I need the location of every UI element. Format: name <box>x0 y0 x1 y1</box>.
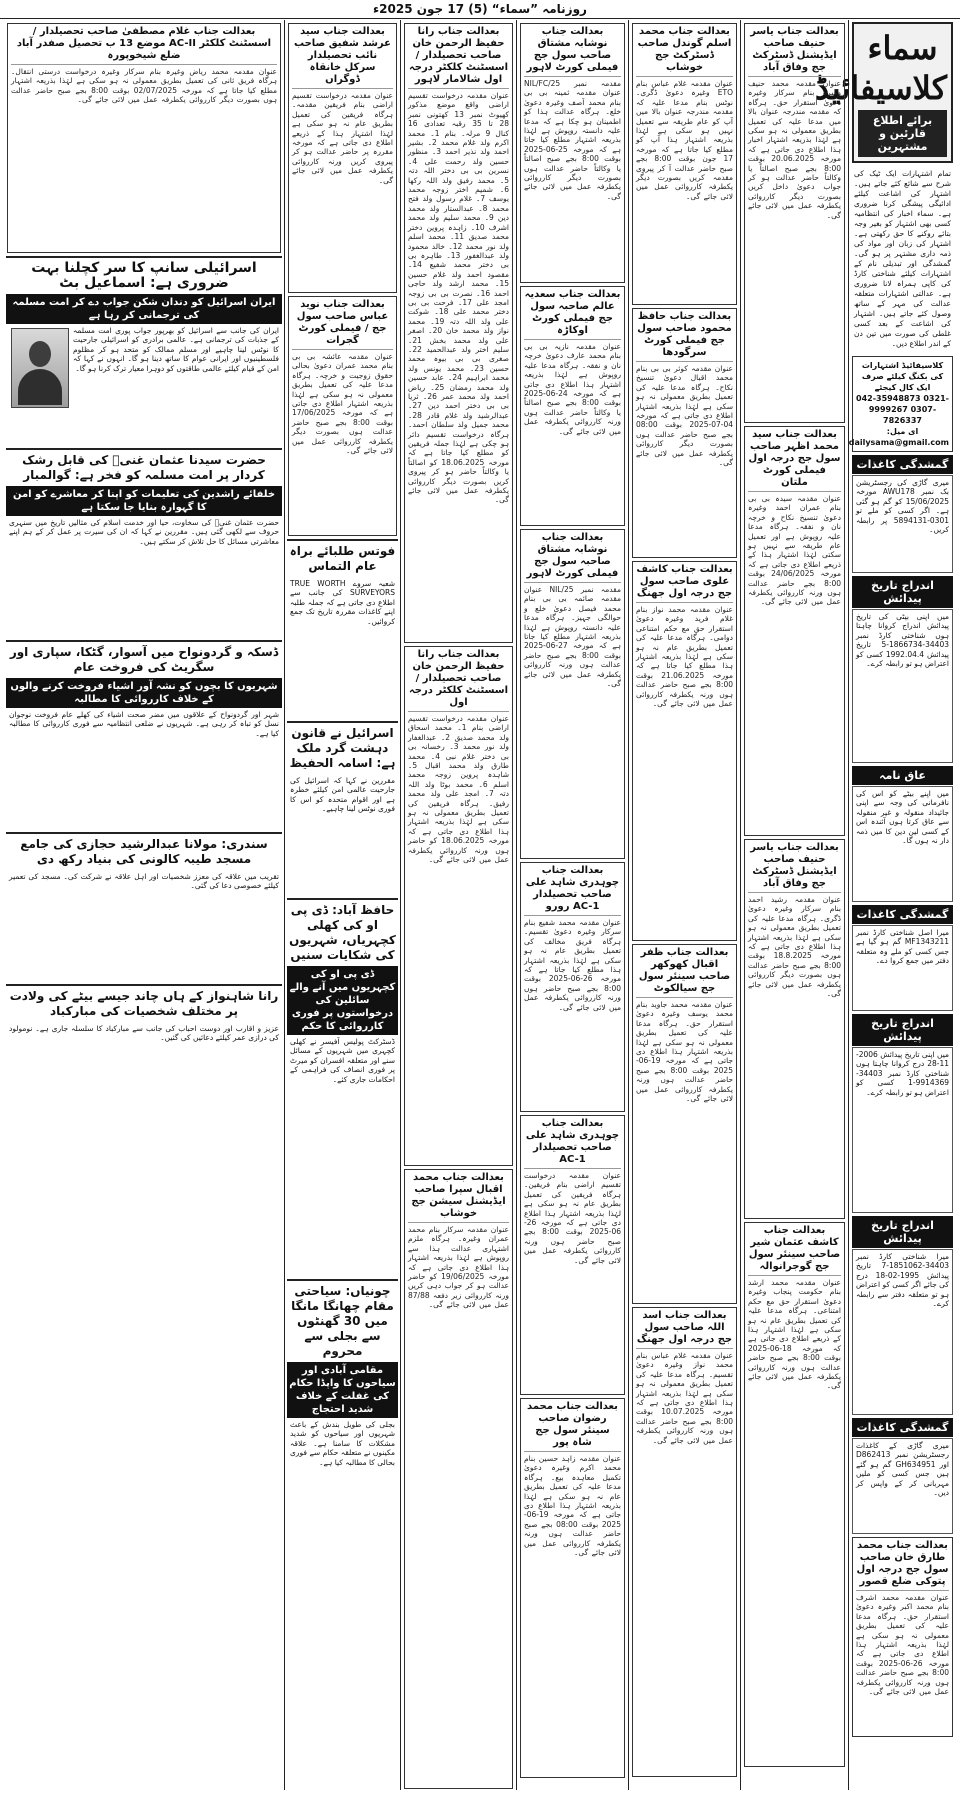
notice-body: عنوان مقدمہ محمد ریاض وغیرہ بنام سرکار وغیرہ درخواست درستی انتقال۔ ہرگاہ فریق ثانی کی تعمیل بطریق معمولی نہ ہو سکی ہے لہٰذا بذریعہ اشتہار مطلع کیا جاتا ہے کہ مورخہ 02/07/2025 بوقت 8:00 بجے صبح حاضر عدالت ہوں بصورت دیگر کارروائی یکطرفہ عمل میں لائی جائے گی۔ <box>11 67 277 105</box>
classified-title: سماء کلاسیفائیڈ <box>814 29 947 107</box>
small-ad: میری گاڑی کے کاغذات رجسٹریشن نمبر D862413 اور GH634951 گم ہو گئے ہیں جس کسی کو ملیں مہربانی کر کے واپس کر دیں۔ <box>852 1438 953 1534</box>
court-notice <box>404 23 513 643</box>
court-notice <box>744 23 845 423</box>
reporter-photo <box>11 328 69 408</box>
news-headline: حضرت سیدنا عثمان غنیؓ کی قابل رشک کردار پر امت مسلمہ کو فخر ہے: گوالمبار <box>6 448 282 486</box>
court-notice <box>632 23 737 305</box>
court-notice <box>744 839 845 1219</box>
small-ad: میں اپنی بیٹی کی تاریخ پیدائش اندراج کروانا چاہتا ہوں شناختی کارڈ نمبر 34403-1866734-5 تاریخ پیدائش 1992.04.4 کسی کو اعتراض ہو تو رابطہ کرے۔ <box>852 609 953 763</box>
classified-rules: تمام اشتہارات ایک ٹیک کی شرح سے شائع کئے جاتے ہیں۔ اشتہار کی اشاعت کیلئے ادائیگی پیشگی کرنا ضروری ہے۔ سماء اخبار کی انتظامیہ کسی بھی اشتہار کو بغیر وجہ بتائے روکنے کا حق رکھتی ہے۔ اشتہار کی زبان اور مواد کی ذمہ داری مشتہر پر ہو گی۔ گمشدگی اور تبدیلی نام کے اشتہارات کیلئے شناختی کارڈ کی کاپی ہمراہ لانا ضروری ہے۔ عدالتی اشتہارات متعلقہ عدالت کی مہر کے ساتھ وصول کئے جاتے ہیں۔ اشتہار کی اشاعت کے بعد کسی غلطی کی صورت میں تین دن کے اندر اطلاع دیں۔ <box>854 169 951 348</box>
news-body: ڈسٹرکٹ پولیس آفیسر نے کھلی کچہری میں شہریوں کے مسائل سنے اور متعلقہ افسران کو میرٹ پر فوری انصاف کی فراہمی کے احکامات جاری کئے۔ <box>290 1037 395 1084</box>
news-subheadline: ڈی پی او کی کچہریوں میں آنے والے سائلین کی درخواستوں پر فوری کارروائی کا حکم <box>287 966 398 1035</box>
notice-court: بعدالت جناب سعدیہ عالم صاحبہ سول جج فیملی کورٹ اوکاڑہ <box>524 289 621 340</box>
photo-head <box>29 341 51 367</box>
small-ad-heading: عاق نامہ <box>852 766 953 785</box>
notice-body: عنوان مقدمہ عائشہ بی بی بنام محمد عمران دعویٰ بحالی حقوق زوجیت و خرچہ۔ ہرگاہ مدعا علیہ کی تعمیل بطریق معمولی نہ ہو سکی ہے لہٰذا بذریعہ اشتہار اطلاع دی جاتی ہے کہ مورخہ 17/06/2025 بوقت 8:00 بجے صبح حاضر عدالت ہوں بصورت دیگر یکطرفہ کارروائی عمل میں لائی جائے گی۔ <box>292 352 393 456</box>
notice-body: عنوان مقدمہ درخواست تقسیم اراضی بنام فریقین مقدمہ۔ ہرگاہ فریقین کی تعمیل بطریق عام نہ ہو سکی ہے لہٰذا اشتہار ہذا کے ذریعے اطلاع دی جاتی ہے کہ مورخہ مقررہ پر حاضر عدالت ہو کر پیروی کریں ورنہ کارروائی یکطرفہ عمل میں لائی جائے گی۔ <box>292 91 393 185</box>
notice-body: عنوان مقدمہ محمد اشرف بنام محمد اکبر وغیرہ دعویٰ استقرار حق۔ ہرگاہ مدعا علیہ کی تعمیل بطریق معمولی نہ ہو سکی ہے لہٰذا بذریعہ اشتہار ہذا اطلاع دی جاتی ہے کہ مورخہ 26-06-2025 بوقت 8:00 بجے صبح حاضر عدالت ہوں ورنہ کارروائی یکطرفہ عمل میں لائی جائے گی۔ <box>856 1593 949 1697</box>
news-body: حضرت عثمان غنیؓ کی سخاوت، حیا اور خدمت اسلام کی مثالیں تاریخ میں سنہری حروف سے لکھی گئی ہیں۔ مقررین نے کہا کہ ان کی سیرت پر عمل کر کے ہم اپنے معاشرتی مسائل کا حل تلاش کر سکتے ہیں۔ <box>9 518 279 546</box>
newspaper-header: روزنامہ ”سماء“ (5) 17 جون 2025ء <box>0 0 960 19</box>
small-ad: میری گاڑی کی رجسٹریشن بک نمبر AWU178 مورخہ 15/06/2025 کو گم ہو گئی ہے۔ اگر کسی کو ملے تو 0301-5894131 پر رابطہ کریں۔ <box>852 475 953 573</box>
column-news <box>4 20 284 1790</box>
news-headline: چونیاں: سیاحتی مقام چھانگا مانگا میں 30 گھنٹوں سے بجلی سے محروم <box>287 1279 398 1362</box>
court-notice <box>744 426 845 836</box>
notice-court: بعدالت جناب حافظ محمود صاحب سول جج فیملی کورٹ سرگودھا <box>636 311 733 362</box>
notice-court: بعدالت جناب سید محمد اظہر صاحب سول جج درجہ اول فیملی کورٹ ملتان <box>748 429 841 492</box>
notice-body: عنوان مقدمہ درخواست تقسیم اراضی واقع موضع مذکور کھیوٹ نمبر 13 کھتونی نمبر 28 تا 35 رقبہ تعدادی 16 کنال 9 مرلہ۔ بنام 1۔ محمد اکرم ولد غلام محمد 2۔ بشیر احمد ولد نذیر احمد 3۔ منظور حسین ولد رحمت علی 4۔ نسرین بی بی دختر اللہ دتہ 5۔ محمد رفیق ولد اللہ رکھا 6۔ شمیم اختر زوجہ محمد یوسف 7۔ غلام رسول ولد فتح محمد 8۔ عبدالستار ولد محمد دین 9۔ محمد سلیم ولد محمد اشرف 10۔ زاہدہ پروین دختر محمد صدیق 11۔ محمد اسلم ولد نور محمد 12۔ خالد محمود ولد عبدالغفور 13۔ طاہرہ بی بی دختر محمد شفیع 14۔ مقصود احمد ولد غلام حسین 15۔ محمد ارشد ولد حاجی احمد 16۔ نصرت بی بی زوجہ امجد علی 17۔ فرحت بی بی دختر محمد علی 18۔ شوکت علی ولد اللہ دتہ 19۔ محمد نواز ولد محمد خان 20۔ اصغر علی ولد محمد بخش 21۔ سلیم اختر ولد عبدالحمید 22۔ صغری بی بی بیوہ محمد حسین 23۔ محمد یونس ولد محمد ابراہیم 24۔ عابد حسین ولد محمد رمضان 25۔ ریاض احمد ولد محمد عمر 26۔ ثریا بی بی دختر احمد دین 27۔ عبدالرشید ولد غلام قادر 28۔ محمد جمیل ولد سلطان احمد۔ ہرگاہ درخواست تقسیم دائر ہو چکی ہے لہٰذا جملہ فریقین کو مطلع کیا جاتا ہے کہ مورخہ 18.06.2025 کو اصالتاً یا وکالتاً حاضر ہو کر پیروی کریں بصورت دیگر کارروائی یکطرفہ عمل میں لائی جائے گی۔ <box>408 91 510 505</box>
court-notice <box>288 23 397 293</box>
news-body: شہر اور گردونواح کے علاقوں میں مضر صحت اشیاء کی کھلے عام فروخت نوجوان نسل کو تباہ کر رہی ہے۔ شہریوں نے ضلعی انتظامیہ سے فوری کارروائی کا مطالبہ کیا ہے۔ <box>9 710 279 738</box>
notice-body: عنوان مقدمہ زاہد حسین بنام محمد اکرم وغیرہ دعویٰ تکمیل معاہدہ بیع۔ ہرگاہ مدعا علیہ کی تعمیل بطریق عام نہ ہو سکی ہے لہٰذا بذریعہ اشتہار ہذا اطلاع دی جاتی ہے کہ مورخہ 19-06-2025 بوقت 08:00 بجے صبح حاضر عدالت ہوں ورنہ یکطرفہ کارروائی عمل میں لائی جائے گی۔ <box>524 1454 621 1558</box>
classified-page <box>4 20 956 1790</box>
notice-body: عنوان مقدمہ نازیہ بی بی بنام محمد عارف دعویٰ خرچہ نان و نفقہ۔ ہرگاہ مدعا علیہ روپوش ہے لہٰذا بذریعہ اشتہار ہذا اطلاع دی جاتی ہے کہ مورخہ 24-06-2025 بوقت 8:00 بجے صبح اصالتاً یا وکالتاً حاضر عدالت ہوں ورنہ کارروائی یکطرفہ عمل میں لائی جائے گی۔ <box>524 342 621 436</box>
small-ad: میرا اصل شناختی کارڈ نمبر MF1343211 گم ہو گیا ہے جس کسی کو ملے وہ متعلقہ دفتر میں جمع کروا دے۔ <box>852 925 953 1011</box>
court-notice <box>520 1115 625 1395</box>
notice-body: عنوان مقدمہ محمد حنیف وغیرہ بنام سرکار وغیرہ دعویٰ استقرار حق۔ ہرگاہ کہ مقدمہ مندرجہ عنوان بالا میں مدعا علیہ کی تعمیل بطریق معمولی نہ ہو سکی ہے لہٰذا بذریعہ اشتہار اخبار ہذا اطلاع دی جاتی ہے کہ مورخہ 20.06.2025 بوقت 8:00 بجے صبح اصالتاً یا وکالتاً حاضر عدالت ہو کر جواب دعویٰ داخل کریں بصورت دیگر کارروائی یکطرفہ عمل میں لائی جائے گی۔ <box>748 79 841 220</box>
notice-court: بعدالت جناب نوشابہ مشتاق صاحب سول جج فیملی کورٹ لاہور <box>524 26 621 77</box>
notice-court: بعدالت جناب محمد اسلم گوندل صاحب ڈسٹرکٹ جج خوشاب <box>636 26 733 77</box>
notice-body: عنوان مقدمہ سیدہ بی بی بنام عمران احمد وغیرہ دعویٰ تنسیخ نکاح و خرچہ نان و نفقہ۔ ہرگاہ مدعا علیہ روپوش ہے اور تعمیل عام طریقہ سے نہیں ہو سکتی لہٰذا اشتہار ہذا کے ذریعے اطلاع دی جاتی ہے کہ مورخہ 24/06/2025 بوقت 8:00 بجے حاضر عدالت ہوں ورنہ کارروائی یکطرفہ عمل میں لائی جائے گی۔ <box>748 494 841 607</box>
column-notices <box>516 20 628 1790</box>
small-ad-heading: اندراج تاریخ پیدائش <box>852 1216 953 1248</box>
court-notice <box>7 23 281 253</box>
news-subheadline: ایران اسرائیل کو دندان شکن جواب دے کر امت مسلمہ کی ترجمانی کر رہا ہے <box>6 294 282 324</box>
notice-body: عنوان مقدمہ درخواست تقسیم اراضی بنام فریقین۔ ہرگاہ فریقین کی تعمیل بطریق عام نہ ہو سکی ہے لہٰذا بذریعہ اشتہار ہذا اطلاع دی جاتی ہے کہ مورخہ 26-06-2025 بوقت 8:00 بجے صبح حاضر ہوں ورنہ کارروائی یکطرفہ عمل میں لائی جائے گی۔ <box>524 1171 621 1265</box>
column-notices <box>740 20 848 1790</box>
small-ad-heading: اندراج تاریخ پیدائش <box>852 1014 953 1046</box>
notice-court: بعدالت جناب یاسر حنیف صاحب ایڈیشنل ڈسٹرکٹ جج وفاق آباد <box>748 842 841 893</box>
notice-court: بعدالت جناب کاشف عثمان شیر صاحب سینئر سول جج گوجرانوالہ <box>748 1225 841 1276</box>
notice-court: بعدالت جناب یاسر حنیف صاحب ایڈیشنل ڈسٹرکٹ جج وفاق آباد <box>748 26 841 77</box>
notice-court: بعدالت جناب کاشف علوی صاحب سول جج درجہ اول جھنگ <box>636 564 733 603</box>
notice-body: عنوان مقدمہ محمد شفیع بنام سرکار وغیرہ دعویٰ تقسیم۔ ہرگاہ فریق مخالف کی تعمیل بطریق عام نہ ہو سکی ہے لہٰذا بذریعہ اشتہار ہذا مطلع کیا جاتا ہے کہ مورخہ 26-06-2025 بوقت 8:00 بجے صبح حاضر ہوں ورنہ کارروائی یکطرفہ عمل میں لائی جائے گی۔ <box>524 918 621 1012</box>
email-label: ای میل: <box>886 427 919 436</box>
news-body: مقررین نے کہا کہ اسرائیل کی جارحیت عالمی امن کیلئے خطرہ ہے اور اقوام متحدہ کو اس کا فوری نوٹس لینا چاہیے۔ <box>290 776 395 814</box>
court-notice <box>404 646 513 1166</box>
news-headline: فوتس طلبائے براہ عام التماس <box>287 539 398 577</box>
column-notices <box>628 20 740 1790</box>
small-ad-heading: گمشدگی کاغذات <box>852 1418 953 1437</box>
court-notice <box>632 561 737 941</box>
court-notice <box>632 308 737 558</box>
notice-court: بعدالت جناب سید عرشد شفیق صاحب نائب تحصیلدار سرکل خانقاہ ڈوگراں <box>292 26 393 89</box>
small-ad: میں اپنی تاریخ پیدائش 2006-11-28 درج کروانا چاہتا ہوں شناختی کارڈ نمبر 34403-9914369-1 کسی کو اعتراض ہو تو رابطہ کرے۔ <box>852 1047 953 1213</box>
notice-body: مقدمہ نمبر NIL/FC/25 عنوان مقدمہ ثمینہ بی بی بنام محمد آصف وغیرہ دعویٰ خلع۔ ہرگاہ عدالت ہذا کو اطمینان ہو چکا ہے کہ مدعا علیہ دانستہ روپوش ہے لہٰذا بذریعہ اشتہار مطلع کیا جاتا ہے کہ مورخہ 25-06-2025 بوقت 8:00 بجے صبح اصالتاً یا وکالتاً حاضر عدالت ہوں بصورت دیگر کارروائی یکطرفہ عمل میں لائی جائے گی۔ <box>524 79 621 201</box>
news-headline: سندری: مولانا عبدالرشید حجازی کی جامع مسجد طیبہ کالونی کی بنیاد رکھ دی <box>6 832 282 870</box>
notice-body: عنوان مقدمہ محمد جاوید بنام محمد یوسف وغیرہ دعویٰ استقرار حق۔ ہرگاہ مدعا علیہ کی تعمیل بطریق معمولی نہ ہو سکی ہے لہٰذا بذریعہ اشتہار ہذا اطلاع دی جاتی ہے کہ مورخہ 19-06-2025 بوقت 8:00 بجے صبح حاضر عدالت ہوں ورنہ یکطرفہ کارروائی عمل میں لائی جائے گی۔ <box>636 1000 733 1104</box>
news-headline: ڈسکہ و گردونواح میں آسوار، گٹکا، سپاری اور سگریٹ کی فروخت عام <box>6 640 282 678</box>
notice-court: بعدالت جناب محمد طارق خان صاحب سول جج درجہ اول پتوکی ضلع قصور <box>856 1540 949 1591</box>
court-notice <box>288 296 397 536</box>
photo-shoulders <box>18 369 62 405</box>
notice-court: بعدالت جناب چوہدری شاہد علی صاحب تحصیلدار AC-1 <box>524 1118 621 1169</box>
small-ad: میرا شناختی کارڈ نمبر 34403-1851062-7 تاریخ پیدائش 1995-02-18 درج کی جائے اگر کسی کو اعتراض ہو تو متعلقہ دفتر سے رابطہ کرے۔ <box>852 1249 953 1415</box>
court-notice <box>404 1169 513 1789</box>
column-notices <box>400 20 516 1790</box>
news-headline: رانا شاہنواز کے ہاں چاند جیسے بیٹے کی ولادت پر مختلف شخصیات کی مبارکباد <box>6 984 282 1022</box>
notice-court: بعدالت جناب نوشابہ مشتاق صاحبہ سول جج فیملی کورٹ لاہور <box>524 532 621 583</box>
news-headline: حافظ آباد: ڈی پی او کی کھلی کچہریاں، شہریوں کی شکایات سنیں <box>287 898 398 966</box>
news-body: شعبہ سروے TRUE WORTH SURVEYORS کی جانب سے اطلاع دی جاتی ہے کہ جملہ طلبہ اپنے کاغذات مقررہ تاریخ تک جمع کروائیں۔ <box>290 579 395 626</box>
small-ad-heading: گمشدگی کاغذات <box>852 455 953 474</box>
small-ad-heading: اندراج تاریخ پیدائش <box>852 576 953 608</box>
court-notice <box>520 862 625 1112</box>
court-notice <box>520 529 625 859</box>
news-body: بجلی کی طویل بندش کے باعث شہریوں اور سیاحوں کو شدید مشکلات کا سامنا ہے۔ علاقہ مکینوں نے متعلقہ حکام سے فوری بحالی کا مطالبہ کیا ہے۔ <box>290 1420 395 1467</box>
notice-body: مقدمہ نمبر NIL/25 عنوان مقدمہ صائمہ بی بی بنام محمد فیصل دعویٰ خلع و حوالگی جہیز۔ ہرگاہ مدعا علیہ دانستہ روپوش ہے لہٰذا بذریعہ اشتہار مطلع کیا جاتا ہے کہ مورخہ 27-06-2025 بوقت 8:00 بجے صبح حاضر عدالت ہوں ورنہ کارروائی یکطرفہ عمل میں لائی جائے گی۔ <box>524 585 621 689</box>
contact-phones: 042-35948873 0321-9999267 0307-7826337 <box>856 394 949 425</box>
classified-banner <box>814 22 953 163</box>
email-row <box>848 426 949 448</box>
news-subheadline: خلفائے راشدین کی تعلیمات کو اپنا کر معاشرے کو امن کا گہوارہ بنایا جا سکتا ہے <box>6 486 282 516</box>
notice-body: عنوان مقدمہ رشید احمد بنام سرکار وغیرہ دعویٰ ڈگری۔ ہرگاہ مدعا علیہ کی تعمیل بطریق معمولی نہ ہو سکی ہے لہٰذا بذریعہ اشتہار ہذا اطلاع دی جاتی ہے کہ مورخہ 18.8.2025 بوقت 8:00 بجے صبح حاضر عدالت ہوں بصورت دیگر کارروائی یکطرفہ عمل میں لائی جائے گی۔ <box>748 895 841 999</box>
contact-line: کلاسیفائیڈ اشتہارات کی بکنگ کیلئے صرف ایک کال کیجئے <box>861 361 944 392</box>
news-body: عزیز و اقارب اور دوست احباب کی جانب سے مبارکباد کا سلسلہ جاری ہے۔ نومولود کی درازی عمر کیلئے دعائیں کی گئیں۔ <box>9 1024 279 1043</box>
notice-body: عنوان مقدمہ غلام عباس بنام ETO وغیرہ دعویٰ ڈگری۔ نوٹس بنام مدعا علیہ کہ مقدمہ مندرجہ عنوان بالا میں آپ کو عام طریقہ سے تعمیل نہیں ہو سکی ہے لہٰذا بذریعہ اشتہار ہذا آپ کو مطلع کیا جاتا ہے کہ مورخہ 17 جون بوقت 8:00 بجے صبح حاضر عدالت آ کر پیروی مقدمہ کریں بصورت دیگر یکطرفہ کارروائی عمل میں لائی جائے گی۔ <box>636 79 733 201</box>
news-subheadline: مقامی آبادی اور سیاحوں کا واپڈا حکام کی غفلت کے خلاف شدید احتجاج <box>287 1362 398 1418</box>
notice-court: بعدالت جناب رانا حفیظ الرحمن خان صاحب تحصیلدار / اسسٹنٹ کلکٹر درجہ اول <box>408 649 509 712</box>
notice-court: بعدالت جناب چوہدری شاہد علی صاحب تحصیلدار AC-1 رورو <box>524 865 621 916</box>
notice-body: عنوان مقدمہ غلام عباس بنام محمد نواز وغیرہ دعویٰ تقسیم۔ ہرگاہ مدعا علیہ کی تعمیل بطریق معمولی نہ ہو سکی ہے لہٰذا بذریعہ اشتہار ہذا اطلاع دی جاتی ہے کہ مورخہ 10.07.2025 بوقت 8:00 بجے صبح حاضر عدالت ہوں ورنہ کارروائی یکطرفہ عمل میں لائی جائے گی۔ <box>636 1351 733 1445</box>
notice-body: عنوان مقدمہ کوثر بی بی بنام محمد اقبال دعویٰ تنسیخ نکاح۔ ہرگاہ مدعا علیہ کی تعمیل بطریق معمولی نہ ہو سکی ہے لہٰذا بذریعہ اشتہار اطلاع دی جاتی ہے کہ مورخہ 04-07-2025 بوقت 08:00 بجے صبح حاضر عدالت ہوں بصورت دیگر کارروائی یکطرفہ عمل میں لائی جائے گی۔ <box>636 364 733 468</box>
news-subheadline: شہریوں کا بچوں کو نشہ آور اشیاء فروخت کرنے والوں کے خلاف کارروائی کا مطالبہ <box>6 678 282 708</box>
court-notice <box>520 1398 625 1778</box>
notice-body: عنوان مقدمہ محمد نواز بنام غلام فرید وغیرہ دعویٰ استقرار حق مع حکم امتناعی دوامی۔ ہرگاہ مدعا علیہ کی تعمیل بطریق عام نہ ہو سکی ہے لہٰذا بذریعہ اشتہار ہذا مطلع کیا جاتا ہے کہ مورخہ 21.06.2025 بوقت 8:00 بجے صبح حاضر عدالت ہوں ورنہ یکطرفہ کارروائی عمل میں لائی جائے گی۔ <box>636 605 733 709</box>
news-body: تقریب میں علاقہ کی معزز شخصیات اور اہل علاقہ نے شرکت کی۔ مسجد کی تعمیر کیلئے خصوصی دعا کی گئی۔ <box>9 872 279 891</box>
news-headline: اسرائیلی سانپ کا سر کچلنا بہت ضروری ہے: اسماعیل بٹ <box>6 256 282 294</box>
column-classified <box>814 20 956 1790</box>
court-notice <box>520 286 625 526</box>
news-headline: اسرائیل نے قانون دہشت گرد ملک ہے: اسامہ الحفیظ <box>287 721 398 774</box>
notice-court: بعدالت جناب محمد رضوان صاحب سینئر سول جج شاہ پور <box>524 1401 621 1452</box>
court-notice <box>520 23 625 283</box>
notice-body: عنوان مقدمہ درخواست تقسیم اراضی بنام 1۔ محمد اسحاق ولد محمد صدیق 2۔ عبدالغفار ولد نور محمد 3۔ رخسانہ بی بی دختر غلام نبی 4۔ محمد طارق ولد محمد اقبال 5۔ شاہدہ پروین زوجہ محمد اسلم 6۔ محمد بوٹا ولد اللہ دتہ 7۔ امجد علی ولد محمد رفیق۔ ہرگاہ فریقین کی تعمیل بطریق معمولی نہ ہو سکی ہے لہٰذا بذریعہ اشتہار ہذا اطلاع دی جاتی ہے کہ مورخہ 18.06.2025 کو حاضر ہوں ورنہ کارروائی یکطرفہ عمل میں لائی جائے گی۔ <box>408 714 509 865</box>
news-body <box>6 324 282 448</box>
notice-body: عنوان مقدمہ سرکار بنام محمد عمران وغیرہ۔ ہرگاہ ملزم اشتہاری عدالت ہذا سے روپوش ہے لہٰذا بذریعہ اشتہار ہذا اطلاع دی جاتی ہے کہ مورخہ 19/06/2025 کو حاضر عدالت ہو کر جواب دہی کریں ورنہ کارروائی زیر دفعہ 87/88 عمل میں لائی جائے گی۔ <box>408 1225 509 1310</box>
classified-subtitle: برائے اطلاع قارئین و مشتہرین <box>858 110 947 157</box>
small-ad: میں اپنے بیٹے کو اس کی نافرمانی کی وجہ سے اپنی جائیداد منقولہ و غیر منقولہ سے عاق کرتا ہوں آئندہ اس کے کسی لین دین کا میں ذمہ دار نہ ہوں گا۔ <box>852 786 953 902</box>
email-link[interactable]: dailysama@gmail.com <box>848 438 949 447</box>
notice-court: بعدالت جناب اسد اللہ صاحب سول جج درجہ اول جھنگ <box>636 1310 733 1349</box>
notice-court: بعدالت جناب رانا حفیظ الرحمن خان صاحب تحصیلدار / اسسٹنٹ کلکٹر درجہ اول شالامار لاہور <box>408 26 509 89</box>
notice-court: بعدالت جناب غلام مصطفیٰ صاحب تحصیلدار / اسسٹنٹ کلکٹر AC-II موضع 13 ب تحصیل صفدر آباد ضلع شیخوپورہ <box>11 26 277 65</box>
notice-court: بعدالت جناب محمد اقبال سپرا صاحب ایڈیشنل سیشن جج خوشاب <box>408 1172 509 1223</box>
small-ad-heading: گمشدگی کاغذات <box>852 905 953 924</box>
contact-box <box>848 356 953 452</box>
notice-court: بعدالت جناب ظفر اقبال کھوکھر صاحب سینئر سول جج سیالکوٹ <box>636 947 733 998</box>
court-notice <box>632 1307 737 1777</box>
court-notice <box>744 1222 845 1767</box>
court-notice <box>852 1537 953 1737</box>
notice-body: عنوان مقدمہ محمد ارشد بنام حکومت پنجاب وغیرہ دعویٰ استقرار حق مع حکم امتناعی۔ ہرگاہ مدعا علیہ کی تعمیل بطریق عام نہ ہو سکی ہے لہٰذا اشتہار ہذا کے ذریعے اطلاع دی جاتی ہے کہ مورخہ 18-06-2025 بوقت 8:00 بجے صبح حاضر عدالت ہوں ورنہ کارروائی یکطرفہ عمل میں لائی جائے گی۔ <box>748 1278 841 1391</box>
column-notices <box>284 20 400 1790</box>
news-body-text: ایران کی جانب سے اسرائیل کو بھرپور جواب پوری امت مسلمہ کے جذبات کی ترجمانی ہے۔ عالمی برادری کو اسرائیلی جارحیت کا نوٹس لینا چاہیے اور مسلم ممالک کو متحد ہو کر مظلوم فلسطینیوں اور ایرانی عوام کا ساتھ دینا ہو گا۔ انہوں نے کہا کہ امن کے قیام کیلئے عالمی طاقتوں کو دوہرا معیار ترک کرنا ہو گا۔ <box>73 326 279 373</box>
court-notice <box>632 944 737 1304</box>
notice-court: بعدالت جناب نوید عباس صاحب سول جج / فیملی کورٹ گجرات <box>292 299 393 350</box>
